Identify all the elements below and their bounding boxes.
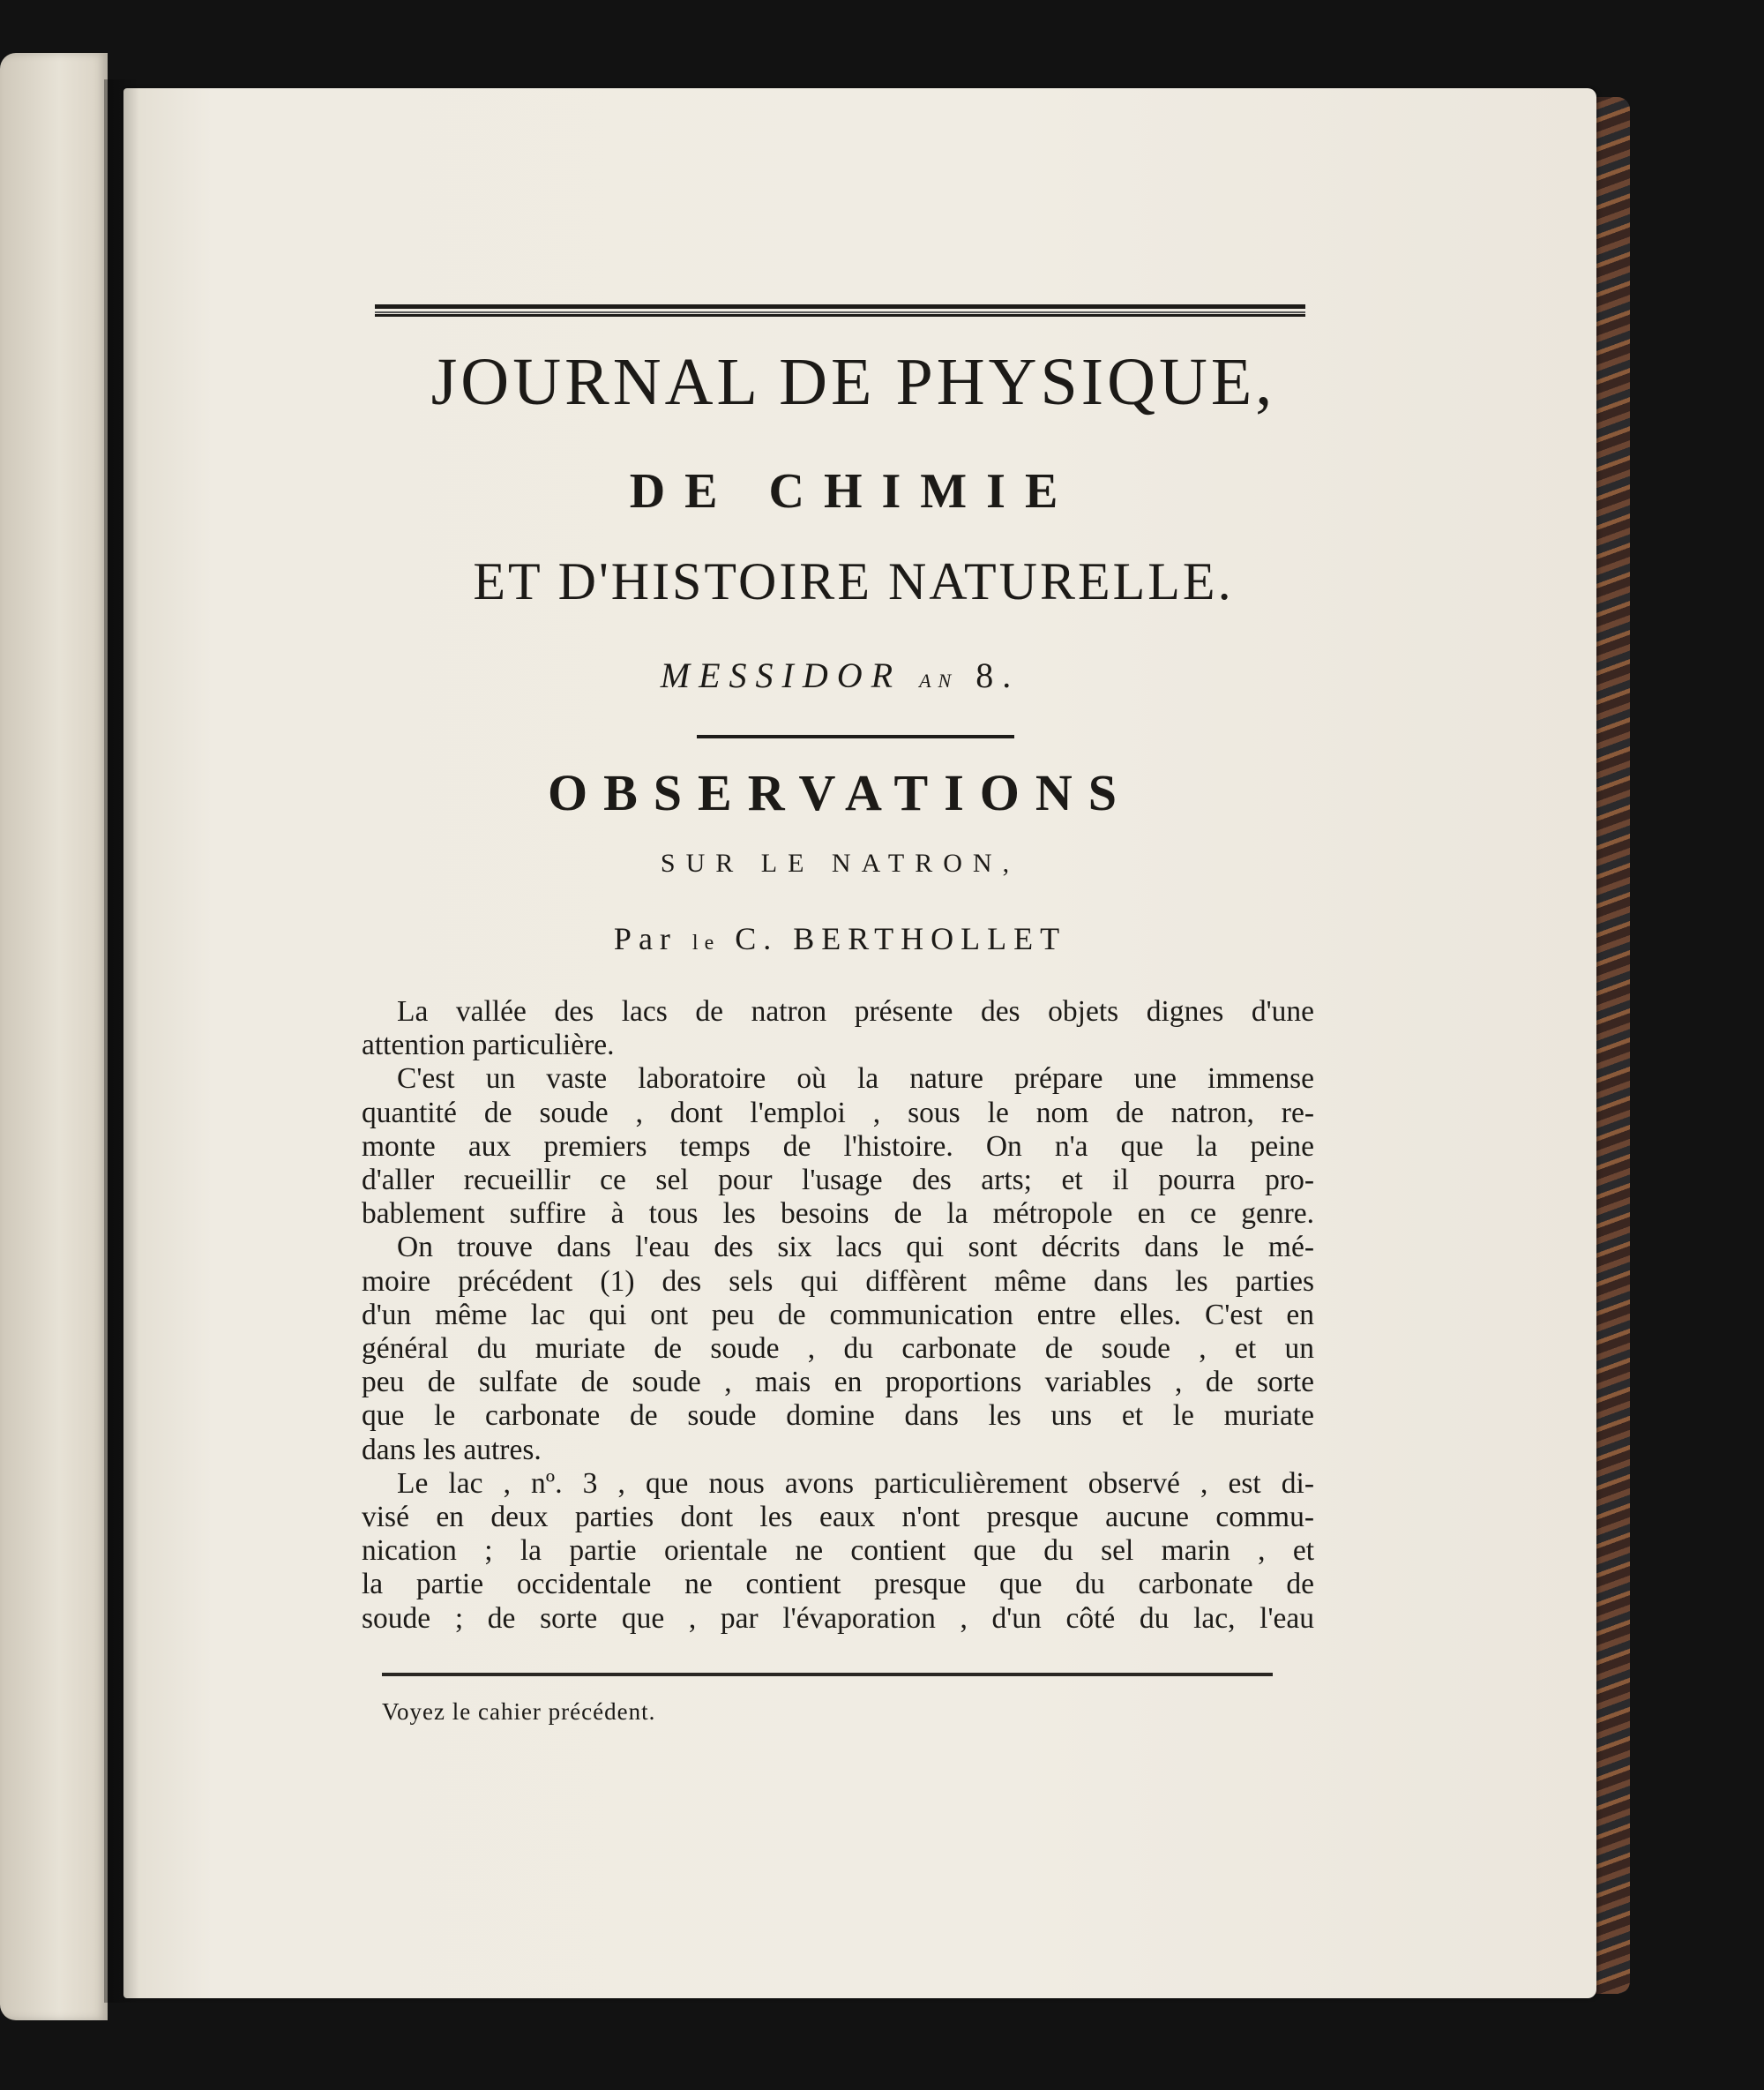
text-line: moire précédent (1) des sels qui diffèrent même dans les parties [362, 1264, 1314, 1298]
journal-title-line2: DE CHIMIE [629, 464, 1078, 519]
text-line: peu de sulfate de soude , mais en proportions variables , de sorte [362, 1366, 1314, 1399]
section-rule [697, 735, 1014, 738]
journal-title-line1: JOURNAL DE PHYSIQUE, [430, 345, 1276, 419]
byline-par: Par [613, 921, 677, 956]
text-line: général du muriate de soude , du carbonate de soude , et un [362, 1332, 1314, 1366]
text-line: C'est un vaste laboratoire où la nature prépare une immense [397, 1062, 1314, 1096]
byline-author: C. BERTHOLLET [735, 921, 1067, 956]
text-line: visé en deux parties dont les eaux n'ont presque aucune commu- [362, 1501, 1314, 1534]
text-line: que le carbonate de soude domine dans les uns et le muriate [362, 1399, 1314, 1433]
paragraph-4 [362, 1467, 1314, 1636]
paragraph-2 [362, 1062, 1314, 1231]
byline-le: le [691, 932, 721, 955]
issue-year: 8. [975, 655, 1020, 695]
issue-date [375, 655, 1305, 696]
text-line: dans les autres. [362, 1433, 542, 1466]
text-line: On trouve dans l'eau des six lacs qui sont décrits dans le mé- [397, 1231, 1314, 1264]
text-line: d'un même lac qui ont peu de communication entre elles. C'est en [362, 1298, 1314, 1331]
article-title: OBSERVATIONS [547, 764, 1133, 821]
text-line: bablement suffire à tous les besoins de la métropole en ce genre. [362, 1197, 1314, 1231]
issue-month: MESSIDOR [660, 655, 902, 695]
text-line: quantité de soude , dont l'emploi , sous le nom de natron, re- [362, 1096, 1314, 1129]
text-line: attention particulière. [362, 1029, 615, 1062]
text-line: d'aller recueillir ce sel pour l'usage des arts; et il pourra pro- [362, 1164, 1314, 1197]
text-line: monte aux premiers temps de l'histoire. On n'a que la peine [362, 1129, 1314, 1163]
header-double-rule [375, 304, 1305, 317]
spine-shadow [104, 79, 139, 2003]
article-subtitle: SUR LE NATRON, [660, 849, 1020, 878]
text-line: soude ; de sorte que , par l'évaporation , d'un côté du lac, l'eau [362, 1601, 1314, 1635]
text-line: La vallée des lacs de natron présente des objets dignes d'une [397, 995, 1314, 1028]
footnote: Voyez le cahier précédent. [382, 1698, 656, 1725]
text-line: la partie occidentale ne contient presque que du carbonate de [362, 1568, 1314, 1601]
article-body [362, 995, 1314, 1636]
paragraph-3 [362, 1231, 1314, 1466]
text-line: nication ; la partie orientale ne contient que du sel marin , et [362, 1534, 1314, 1568]
journal-title-line3: ET D'HISTOIRE NATURELLE. [473, 552, 1234, 611]
paragraph-1 [362, 995, 1314, 1062]
issue-an: AN [919, 670, 959, 692]
left-page-edge [0, 53, 108, 2020]
footnote-rule [382, 1673, 1273, 1676]
text-line: Le lac , nº. 3 , que nous avons particulièrement observé , est di- [397, 1466, 1314, 1500]
article-byline [375, 920, 1305, 957]
